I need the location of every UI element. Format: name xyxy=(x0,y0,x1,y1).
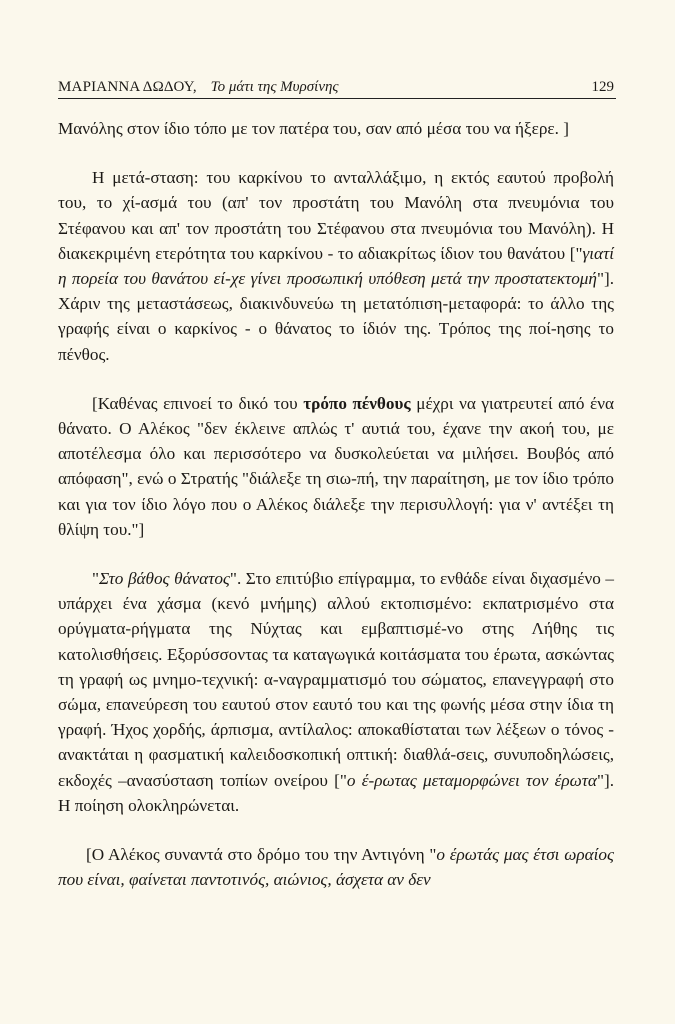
text-run: ". Στο επιτύβιο επίγραμμα, το ενθάδε είναι διχασμένο – υπάρχει ένα χάσμα (κενό μνήμης) αλλού εκτοπισμένο: εκπατρισμένο στα ορύγματα-ρήγματα της Νύχτας και εμβαπτισμέ-νο στης Λήθης τις κατολισθήσεις. Εξορύσσοντας τα καταγωγικά κοιτάσματα του έρωτα, ασκώντας τη γραφή ως μνημο-τεχνική: α-ναγραμματισμό του σώματος, επανεγγραφή στο σώμα, επανεύρεση του εαυτού στον εαυτό του και της φωνής μέσα στην ίδια τη γραφή. Ήχος χορδής, άρπισμα, αντίλαλος: αποκαθίσταται των λέξεων ο τόνος - ανακτάται η φασματική καλειδοσκοπική οπτική: διαθλά-σεις, συνυποδηλώσεις, εκδοχές –ανασύσταση τοπίων ονείρου [" xyxy=(58,569,614,790)
text-run: [Ο Αλέκος συναντά στο δρόμο του την Αντιγόνη " xyxy=(86,845,437,865)
header-author: ΜΑΡΙΑΝΝΑ ΔΩΔΟΥ, xyxy=(58,79,197,95)
text-run: " xyxy=(92,569,100,589)
text-run: [Καθένας επινοεί το δικό του xyxy=(92,393,304,413)
page-number: 129 xyxy=(591,79,614,95)
text-run: "]. Χάριν της μεταστάσεως, διακινδυνεύω τη μετατόπιση-μεταφορά: το άλλο της γραφής είναι ο καρκίνος - ο θάνατος το ίδιόν της. Τρόπος της ποί-ησης το πένθος. xyxy=(58,269,614,364)
italic-text: Στο βάθος θάνατος xyxy=(99,569,230,589)
header-book-title: Το μάτι της Μυρσίνης xyxy=(210,79,339,95)
italic-text: ο έρωτάς μας έτσι ωραίος που είναι, φαίνεται παντοτινός, αιώνιος, άσχετα αν δεν xyxy=(58,845,614,890)
page-body xyxy=(58,116,614,892)
paragraph xyxy=(58,116,614,141)
italic-text: ο έ-ρωτας μεταμορφώνει τον έρωτα xyxy=(346,770,597,790)
text-run: Η μετά-σταση: του καρκίνου το ανταλλάξιμο, η εκτός εαυτού προβολή του, το χί-ασμά του (απ' τον προστάτη του Μανόλη στα πνευμόνια του Στέφανου και απ' τον προστάτη του Στέφανου στα πνευμόνια του Μανόλη). Η διακεκριμένη ετερότητα του καρκίνου - το αδιακρίτως ίδιον του θανάτου [" xyxy=(58,168,614,263)
running-header xyxy=(58,78,616,99)
text-run: μέχρι να γιατρευτεί από ένα θάνατο. Ο Αλέκος "δεν έκλεινε απλώς τ' αυτιά του, έχανε την ακοή του, με αποτέλεσμα όλο και περισσότερο να δυσκολεύεται να μιλήσει. Βουβός από απόφαση", ενώ ο Στρατής "διάλεξε τη σιω-πή, την παραίτηση, με τον ίδιο τρόπο και για τον ίδιο λόγο που ο Αλέκος διάλεξε την περισυλλογή: για ν' αντέξει τη θλίψη του."] xyxy=(58,393,614,539)
paragraph xyxy=(58,165,614,367)
paragraph xyxy=(58,566,614,818)
text-run: "]. Η ποίηση ολοκληρώνεται. xyxy=(58,770,614,815)
paragraph xyxy=(58,842,614,892)
paragraph xyxy=(58,391,614,542)
italic-text: γιατί η πορεία του θανάτου εί-χε γίνει προσωπική υπόθεση μετά την προστατεκτομή xyxy=(58,243,614,289)
text-run: Μανόλης στον ίδιο τόπο με τον πατέρα του, σαν από μέσα του να ήξερε. ] xyxy=(58,119,569,138)
bold-text: τρόπο πένθους xyxy=(303,393,411,413)
